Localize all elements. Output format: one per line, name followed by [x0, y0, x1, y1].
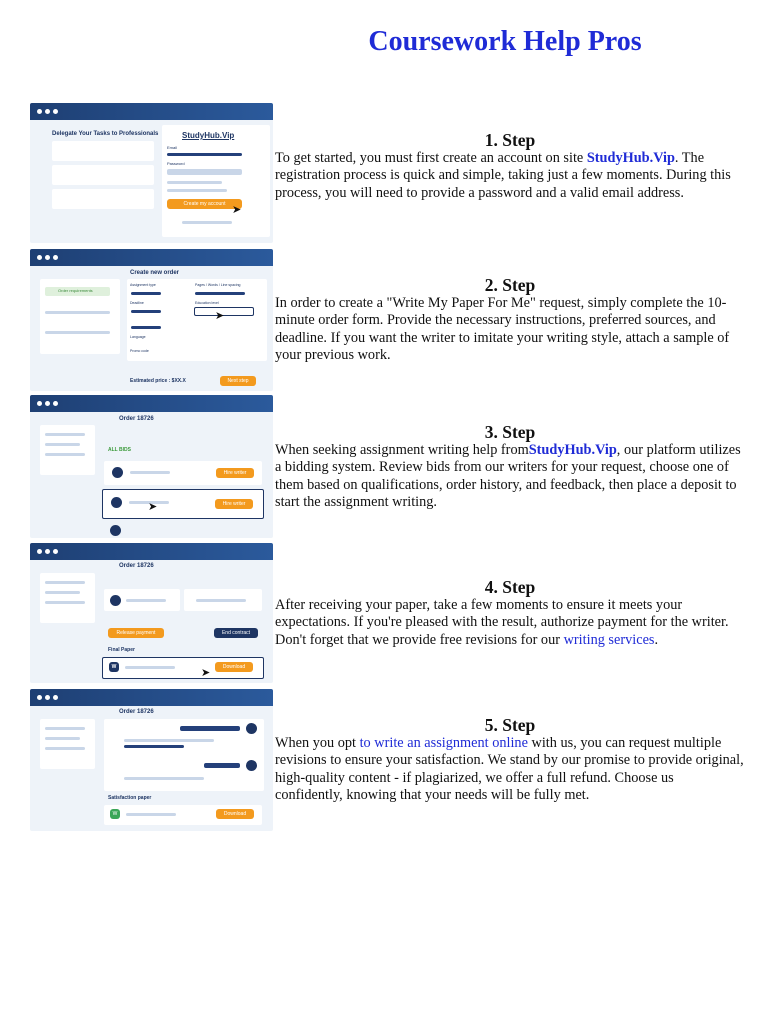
studyhub-link[interactable]: StudyHub.Vip	[528, 442, 617, 458]
step-title: 5. Step	[484, 715, 536, 735]
estimated-price: Estimated price : $XX.X	[130, 378, 186, 384]
step5-screenshot	[30, 689, 273, 831]
hire-writer-button[interactable]: Hire writer	[216, 468, 254, 478]
writing-services-link[interactable]: writing services	[563, 631, 655, 648]
thumb-heading: Create new order	[130, 270, 180, 276]
cursor-icon: ➤	[215, 310, 225, 322]
step1-screenshot	[30, 103, 273, 243]
next-step-button[interactable]: Next step	[220, 376, 256, 386]
password-label: Password	[167, 161, 185, 166]
avatar	[246, 760, 257, 771]
field-label: Education level	[195, 301, 219, 305]
progress-label: Order requirements	[58, 288, 93, 293]
window-bar	[30, 103, 273, 120]
thumb-heading: Order 18726	[119, 563, 154, 569]
step2-screenshot	[30, 249, 273, 391]
signup-panel	[162, 125, 270, 237]
write-assignment-link[interactable]: to write an assignment online	[359, 735, 528, 751]
download-button[interactable]: Download	[215, 662, 253, 672]
avatar	[110, 525, 121, 536]
field-label: Language	[130, 335, 146, 339]
window-bar	[30, 249, 273, 266]
step-title: 4. Step	[484, 577, 536, 597]
avatar	[110, 595, 121, 606]
step-text: When you opt to write an assignment online with us, you can request multiple revisions to ensure your satisfaction. We stand by our promise to provide original, high-quality content - if plagiarized, we offer a full refund. Choose us confidently, knowing that your needs will be fully met.	[275, 735, 744, 804]
field-label: Pages / Words / Line spacing	[195, 283, 241, 287]
avatar	[112, 467, 123, 478]
document-file-icon: W	[110, 809, 120, 819]
bids-badge: ALL BIDS	[108, 447, 131, 453]
hire-writer-button[interactable]: Hire writer	[215, 499, 253, 509]
cursor-icon: ➤	[148, 501, 158, 513]
window-bar	[30, 395, 273, 412]
step-title: 1. Step	[484, 130, 536, 150]
step-title: 2. Step	[484, 275, 536, 295]
window-bar	[30, 689, 273, 706]
step-5	[275, 715, 745, 805]
step3-screenshot	[30, 395, 273, 538]
step-1	[275, 130, 745, 202]
thumb-heading: Order 18726	[119, 416, 154, 422]
release-payment-button[interactable]: Release payment	[108, 628, 164, 638]
email-label: Email	[167, 145, 178, 150]
end-contract-button[interactable]: End contract	[214, 628, 258, 638]
satisfaction-paper-label: Satisfaction paper	[108, 795, 152, 801]
cursor-icon: ➤	[232, 204, 242, 216]
field-label: Deadline	[130, 301, 144, 305]
download-button[interactable]: Download	[216, 809, 254, 819]
window-bar	[30, 543, 273, 560]
step-4	[275, 577, 745, 649]
avatar	[111, 497, 122, 508]
page-title: Coursework Help Pros	[368, 26, 642, 57]
word-file-icon: W	[109, 662, 119, 672]
field-label: Promo code	[130, 349, 149, 353]
step-2	[275, 275, 745, 365]
final-paper-label: Final Paper	[108, 647, 135, 653]
step-text: In order to create a "Write My Paper For Me" request, simply complete the 10-minute order form. Provide the necessary instructions, preferred sources, and deadline. If you want the writer to imitate your writing style, attach a sample of your previous work.	[275, 295, 730, 364]
step-title: 3. Step	[484, 422, 536, 442]
create-account-button[interactable]: Create my account	[167, 199, 242, 209]
step-text: After receiving your paper, take a few moments to ensure it meets your expectations. If you're pleased with the result, authorize payment for the writer. Don't forget that we provide free revisions for our writing services.	[275, 597, 729, 648]
thumb-heading: Delegate Your Tasks to Professionals	[52, 131, 159, 137]
step-3	[275, 422, 745, 512]
step-text: When seeking assignment writing help fromStudyHub.Vip, our platform utilizes a bidding system. Review bids from our writers for your request, choose one of them based on qualifications, order history, and feedback, then place a deposit to start the assignment writing.	[275, 442, 741, 511]
brand-logo: StudyHub.Vip	[182, 131, 235, 140]
avatar	[246, 723, 257, 734]
field-label: Assignment type	[130, 283, 156, 287]
thumb-heading: Order 18726	[119, 709, 154, 715]
step-text: To get started, you must first create an account on site StudyHub.Vip. The registration process is quick and simple, taking just a few moments. During this process, you will need to provide a password and a valid email address.	[275, 150, 731, 201]
cursor-icon: ➤	[201, 667, 211, 679]
studyhub-link[interactable]: StudyHub.Vip	[586, 150, 675, 166]
step4-screenshot	[30, 543, 273, 683]
